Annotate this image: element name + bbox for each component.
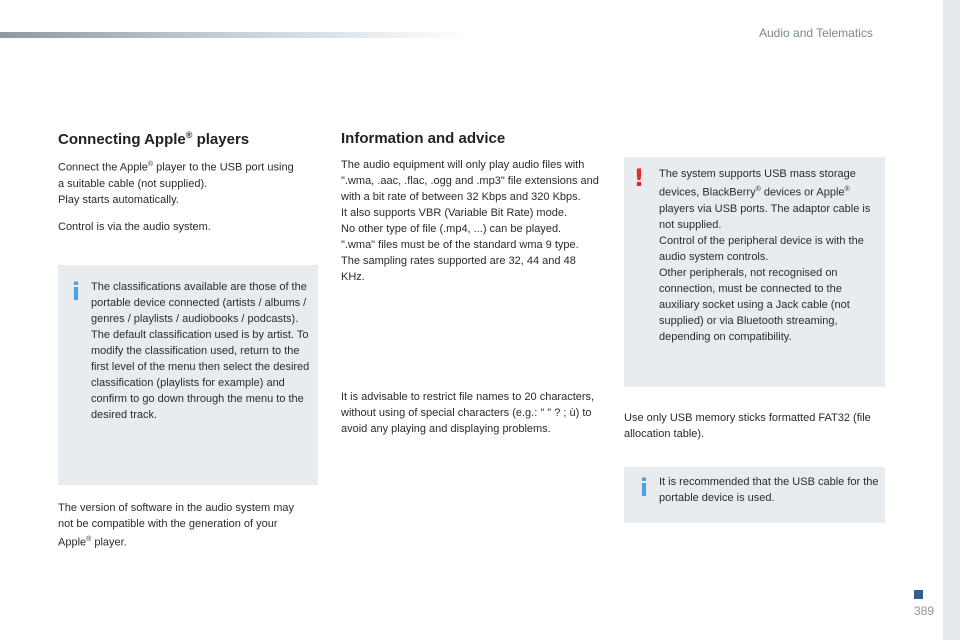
audio-files-paragraph: The audio equipment will only play audio files with ".wma, .aac, .flac, .ogg and .mp3" file extensions and with a bit rate of between 32 Kbps and 320 Kbps. It also supports VBR (Variable Bit Rate) mode. No other type of file (.mp4, ...) can be played. ".wma" files must be of the standard wma 9 type. The sampling rates supported are 32, 44 and 48 KHz.	[341, 159, 599, 283]
section-title: Audio and Telematics	[759, 26, 873, 40]
page-edge-tab	[943, 0, 960, 640]
info-box-classifications	[58, 265, 318, 485]
control-paragraph: Control is via the audio system.	[58, 221, 211, 233]
filenames-paragraph: It is advisable to restrict file names to 20 characters, without using of special characters (e.g.: " " ? ; ù) to avoid any playing and displaying problems.	[341, 391, 595, 435]
warning-icon: !	[633, 164, 645, 192]
page-marker	[914, 590, 923, 599]
info-icon: i	[639, 474, 649, 502]
warning-box-usb	[624, 157, 885, 387]
info-usb-cable-text: It is recommended that the USB cable for the portable device is used.	[659, 476, 879, 504]
info-box-usb-cable	[624, 467, 885, 523]
heading-information-advice: Information and advice	[341, 130, 506, 147]
heading-connecting-apple: Connecting Apple® players	[58, 130, 250, 148]
fat32-paragraph: Use only USB memory sticks formatted FAT32 (file allocation table).	[624, 412, 871, 440]
warning-usb-text: The system supports USB mass storage devices, BlackBerry® devices or Apple® players via USB ports. The adaptor cable is not supplied. Control of the peripheral device is with the audio system controls. Other peripherals, not recognised on connection, must be connected to the auxiliary socket using a Jack cable (not supplied) or via Bluetooth streaming, depending on compatibility.	[659, 168, 871, 343]
info-classifications-text: The classifications available are those of the portable device connected (artists / albums / genres / playlists / audiobooks / podcasts). The default classification used is by artist. To modify the classification used, return to the first level of the menu then select the desired classification (playlists for example) and confirm to go down through the menu to the desired track.	[91, 281, 310, 421]
version-paragraph: The version of software in the audio system may not be compatible with the generation of your Apple® player.	[58, 502, 294, 549]
connect-paragraph: Connect the Apple® player to the USB port using a suitable cable (not supplied). Play starts automatically.	[58, 161, 294, 206]
header-gradient-bar	[0, 32, 470, 38]
page-number: 389	[914, 604, 935, 618]
info-icon: i	[71, 278, 81, 306]
